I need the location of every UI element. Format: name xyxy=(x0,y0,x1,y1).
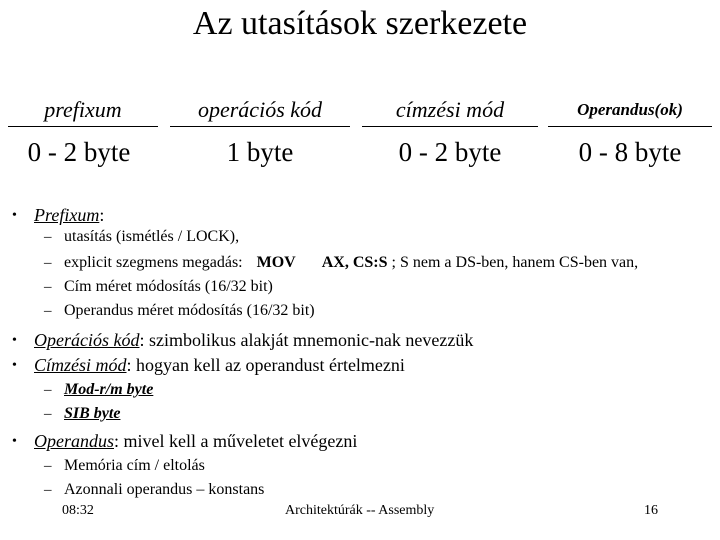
dash-marker: – xyxy=(44,255,52,271)
prefix-item-2-comment: ; S nem a DS-ben, hanem CS-ben van, xyxy=(391,254,639,271)
term-operands: Operandus xyxy=(34,431,114,451)
slide-title: Az utasítások szerkezete xyxy=(192,5,528,42)
prefix-item-2-mov: MOV xyxy=(256,254,296,271)
term-opcode: Operációs kód xyxy=(34,330,140,350)
bullet-marker: • xyxy=(12,333,17,348)
prefix-item-2 xyxy=(64,252,638,274)
operands-text: : mivel kell a műveletet elvégezni xyxy=(114,431,358,451)
addressing-text: : hogyan kell az operandust értelmezni xyxy=(126,355,405,375)
bullet-marker: • xyxy=(12,358,17,373)
footer-time: 08:32 xyxy=(62,503,94,518)
bullet-marker: • xyxy=(12,434,17,449)
prefix-item-3: Cím méret módosítás (16/32 bit) xyxy=(64,278,273,295)
prefix-item-2-operand: AX, CS:S xyxy=(321,254,388,271)
header-operands: Operandus(ok) xyxy=(548,94,712,127)
footer-title: Architektúrák -- Assembly xyxy=(285,503,435,518)
prefix-item-2-text: explicit szegmens megadás: xyxy=(64,254,243,271)
dash-marker: – xyxy=(44,382,52,398)
value-addressing: 0 - 2 byte xyxy=(398,137,502,167)
header-opcode: operációs kód xyxy=(170,94,350,127)
structure-header-row xyxy=(0,94,720,134)
dash-marker: – xyxy=(44,229,52,245)
addressing-item-2 xyxy=(64,403,120,425)
opcode-text: : szimbolikus alakját mnemonic-nak nevezzük xyxy=(139,330,474,350)
value-opcode: 1 byte xyxy=(226,137,294,167)
prefix-colon: : xyxy=(99,205,105,225)
dash-marker: – xyxy=(44,303,52,319)
bullet-opcode xyxy=(34,328,473,352)
structure-value-row xyxy=(0,134,720,170)
operands-item-2: Azonnali operandus – konstans xyxy=(64,481,265,498)
dash-marker: – xyxy=(44,279,52,295)
term-prefix: Prefixum xyxy=(34,205,100,225)
dash-marker: – xyxy=(44,482,52,498)
dash-marker: – xyxy=(44,458,52,474)
prefix-item-1: utasítás (ismétlés / LOCK), xyxy=(64,228,240,245)
addressing-item-1 xyxy=(64,379,153,401)
operands-item-1: Memória cím / eltolás xyxy=(64,457,205,474)
value-prefix: 0 - 2 byte xyxy=(27,137,131,167)
header-addressing: címzési mód xyxy=(362,94,538,127)
term-addressing: Címzési mód xyxy=(34,355,127,375)
value-operands: 0 - 8 byte xyxy=(578,137,682,167)
dash-marker: – xyxy=(44,406,52,422)
header-prefix: prefixum xyxy=(8,94,158,127)
prefix-item-4: Operandus méret módosítás (16/32 bit) xyxy=(64,302,315,319)
bullet-prefix xyxy=(34,203,104,227)
sib-link: SIB byte xyxy=(64,405,121,422)
bullet-marker: • xyxy=(12,208,17,223)
bullet-addressing xyxy=(34,353,405,377)
mod-rm-link: Mod-r/m byte xyxy=(64,381,154,398)
footer-page-number: 16 xyxy=(644,503,658,518)
bullet-operands xyxy=(34,429,357,453)
